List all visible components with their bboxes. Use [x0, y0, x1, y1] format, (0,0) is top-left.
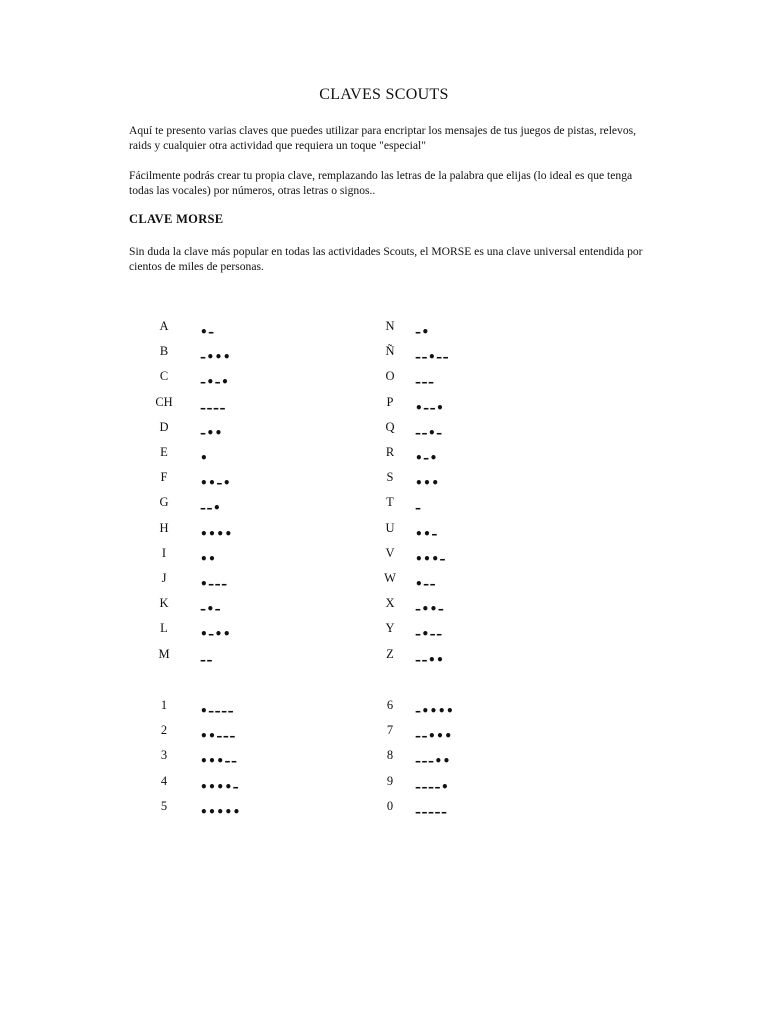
morse-symbol: 3	[160, 748, 168, 763]
morse-symbol: X	[385, 596, 395, 611]
morse-symbol: C	[159, 369, 169, 384]
morse-code: ••••–	[200, 779, 240, 794]
morse-symbol: G	[159, 495, 169, 510]
morse-symbol: I	[161, 545, 167, 560]
morse-code: –––••	[415, 754, 451, 769]
morse-code: •––	[415, 577, 437, 591]
morse-symbol: 9	[386, 773, 394, 788]
morse-symbol: R	[385, 445, 395, 459]
morse-code: ––––	[200, 400, 226, 415]
morse-symbol: 6	[386, 698, 394, 712]
morse-code: ––•	[200, 501, 222, 516]
morse-code: •••••	[200, 804, 241, 819]
morse-code: ••–•	[200, 476, 232, 491]
morse-symbol: 7	[386, 723, 394, 738]
morse-code: –••	[200, 425, 223, 440]
morse-symbol: 8	[386, 748, 394, 763]
section-heading: CLAVE MORSE	[129, 212, 224, 226]
morse-code: ––•••	[415, 729, 453, 744]
morse-symbol: O	[385, 369, 395, 384]
morse-code: –	[415, 501, 422, 516]
morse-code: •––•	[415, 400, 445, 415]
section-description: Sin duda la clave más popular en todas las actividades Scouts, el MORSE es una clave universal entendida por cientos de miles de personas.	[129, 245, 643, 273]
morse-symbol: V	[385, 545, 395, 560]
morse-symbol: W	[384, 571, 396, 585]
morse-symbol: Q	[385, 419, 395, 434]
intro-paragraph: Fácilmente podrás crear tu propia clave, remplazando las letras de la palabra que elijas (lo ideal es que tenga todas las vocales) por números, otras letras o signos..	[129, 169, 633, 197]
morse-symbol: L	[160, 621, 168, 636]
morse-code: –•––	[415, 627, 443, 642]
morse-symbol: 2	[160, 723, 168, 738]
morse-code: •–	[200, 325, 215, 339]
morse-symbol: E	[160, 445, 168, 459]
morse-symbol: P	[386, 394, 394, 409]
morse-code: –•–	[200, 602, 222, 617]
morse-symbol: M	[158, 646, 170, 661]
morse-symbol: B	[159, 344, 169, 359]
morse-code: ••–	[415, 526, 438, 541]
morse-code: ––	[200, 652, 213, 667]
morse-symbol: N	[385, 319, 395, 333]
morse-code: ••	[200, 551, 217, 566]
morse-code: –••–	[415, 602, 445, 617]
page-title: CLAVES SCOUTS	[319, 86, 449, 103]
morse-code: ––••	[415, 652, 445, 667]
morse-symbol: Ñ	[385, 344, 395, 359]
morse-symbol: 0	[386, 798, 394, 813]
morse-code: –•	[415, 325, 430, 339]
morse-code: –•••	[200, 350, 232, 365]
morse-symbol: T	[386, 495, 394, 510]
morse-symbol: 5	[160, 798, 168, 813]
morse-symbol: F	[160, 470, 168, 485]
morse-code: ••–––	[200, 729, 236, 744]
morse-code: •••––	[200, 754, 238, 769]
morse-symbol: 1	[160, 698, 168, 712]
morse-symbol: Z	[386, 646, 394, 661]
morse-code: •••–	[415, 551, 447, 566]
morse-code: •••	[415, 476, 440, 491]
morse-symbol: CH	[155, 394, 173, 409]
morse-symbol: Y	[385, 621, 395, 636]
morse-code: ••••	[200, 526, 233, 541]
morse-symbol: U	[385, 520, 395, 535]
morse-code: –•–•	[200, 375, 230, 390]
morse-code: ––•–	[415, 425, 443, 440]
morse-symbol: J	[161, 571, 167, 585]
intro-paragraph: Aquí te presento varias claves que puedes utilizar para encriptar los mensajes de tus juegos de pistas, relevos, raids y cualquier otra actividad que requiera un toque "especial"	[129, 124, 637, 152]
morse-symbol: S	[386, 470, 394, 485]
morse-code: •–••	[200, 627, 232, 642]
morse-code: –––	[415, 375, 435, 390]
morse-code: –––––	[415, 804, 448, 819]
morse-code: •–––	[200, 577, 228, 591]
morse-code: •––––	[200, 704, 235, 718]
morse-symbol: K	[159, 596, 169, 611]
morse-code: –••••	[415, 704, 455, 718]
morse-symbol: A	[159, 319, 169, 333]
morse-symbol: H	[159, 520, 169, 535]
morse-code: ––––•	[415, 779, 450, 794]
morse-symbol: 4	[160, 773, 168, 788]
morse-code: •	[200, 451, 209, 465]
morse-symbol: D	[159, 419, 169, 434]
morse-code: ––•––	[415, 350, 450, 365]
morse-code: •–•	[415, 451, 438, 465]
